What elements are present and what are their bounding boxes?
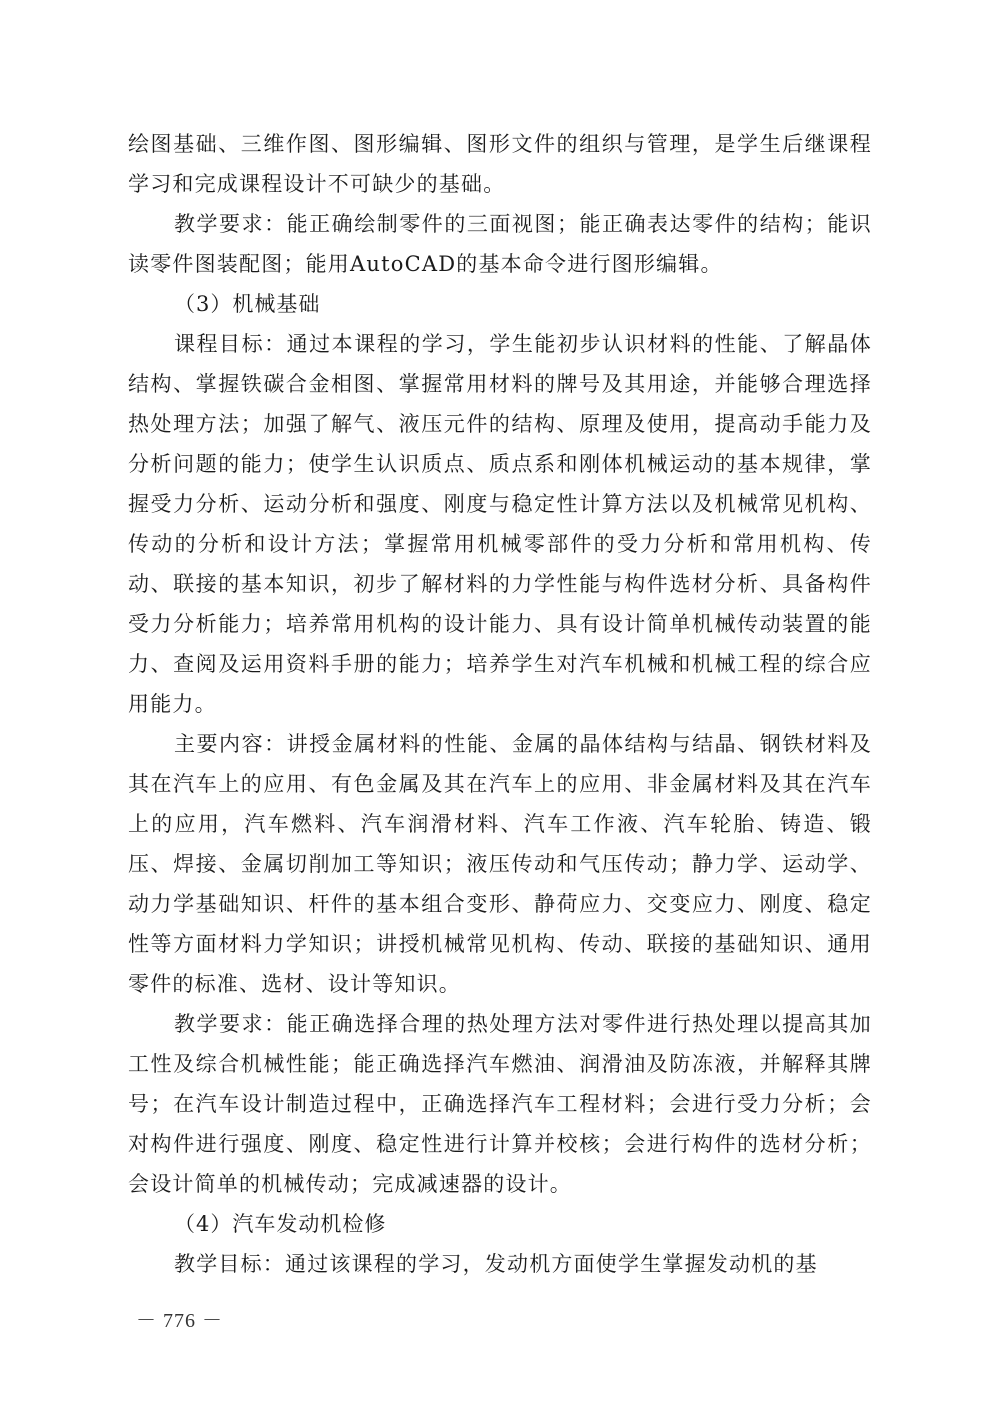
paragraph-main-content: 主要内容：讲授金属材料的性能、金属的晶体结构与结晶、钢铁材料及其在汽车上的应用、有色金属及其在汽车上的应用、非金属材料及其在汽车上的应用，汽车燃料、汽车润滑材料、汽车工作液、汽车轮胎、铸造、锻压、焊接、金属切削加工等知识；液压传动和气压传动；静力学、运动学、动力学基础知识、杆件的基本组合变形、静荷应力、交变应力、刚度、稳定性等方面材料力学知识；讲授机械常见机构、传动、联接的基础知识、通用零件的标准、选材、设计等知识。 xyxy=(128,732,872,996)
paragraph-course-objectives: 课程目标：通过本课程的学习，学生能初步认识材料的性能、了解晶体结构、掌握铁碳合金相图、掌握常用材料的牌号及其用途，并能够合理选择热处理方法；加强了解气、液压元件的结构、原理及使用，提高动手能力及分析问题的能力；使学生认识质点、质点系和刚体机械运动的基本规律，掌握受力分析、运动分析和强度、刚度与稳定性计算方法以及机械常见机构、传动的分析和设计方法；掌握常用机械零部件的受力分析和常用机构、传动、联接的基本知识，初步了解材料的力学性能与构件选材分析、具备构件受力分析能力；培养常用机构的设计能力、具有设计简单机械传动装置的能力、查阅及运用资料手册的能力；培养学生对汽车机械和机械工程的综合应用能力。 xyxy=(128,332,872,716)
paragraph-teaching-objectives: 教学目标：通过该课程的学习，发动机方面使学生掌握发动机的基 xyxy=(174,1252,818,1276)
section-heading-engine-repair: （4）汽车发动机检修 xyxy=(174,1212,387,1236)
paragraph-continuation: 绘图基础、三维作图、图形编辑、图形文件的组织与管理，是学生后继课程学习和完成课程设计不可缺少的基础。 xyxy=(128,132,872,196)
document-body xyxy=(128,124,872,1284)
paragraph-teaching-requirements: 教学要求：能正确选择合理的热处理方法对零件进行热处理以提高其加工性及综合机械性能；能正确选择汽车燃油、润滑油及防冻液，并解释其牌号；在汽车设计制造过程中，正确选择汽车工程材料；会进行受力分析；会对构件进行强度、刚度、稳定性进行计算并校核；会进行构件的选材分析；会设计简单的机械传动；完成减速器的设计。 xyxy=(128,1012,872,1196)
page-number: － 776 － xyxy=(136,1310,223,1332)
paragraph-teaching-requirements-cad: 教学要求：能正确绘制零件的三面视图；能正确表达零件的结构；能识读零件图装配图；能用AutoCAD的基本命令进行图形编辑。 xyxy=(128,212,872,276)
section-heading-mechanical-basics: （3）机械基础 xyxy=(174,292,321,316)
